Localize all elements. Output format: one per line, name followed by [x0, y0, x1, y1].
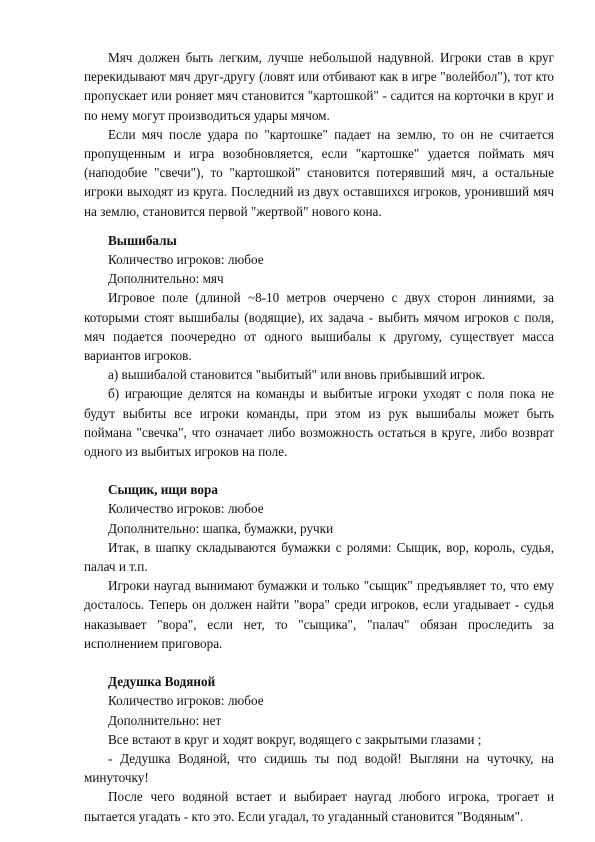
intro-paragraph-1: Мяч должен быть легким, лучше небольшой надувной. Игроки став в круг перекидывают мяч друг-другу (ловят или отбивают как в игре "волейбол"), тот кто пропускает или роняет мяч становится "картошкой" - садится на корточки в круг и по нему могут производиться удары мячом.	[84, 50, 554, 123]
game-title-syshchik: Сыщик, ищи вора	[108, 482, 218, 498]
game-paragraph: - Дедушка Водяной, что сидишь ты под водой! Выгляни на чуточку, на минуточку!	[84, 750, 554, 786]
game-extra: Дополнительно: мяч	[108, 271, 224, 287]
game-paragraph: Все встают в круг и ходят вокруг, водящего с закрытыми глазами ;	[108, 731, 482, 747]
game-paragraph: а) вышибалой становится "выбитый" или вновь прибывший игрок.	[108, 367, 486, 383]
game-title-vyshibaly: Вышибалы	[108, 232, 177, 248]
intro-paragraph-2: Если мяч после удара по "картошке" падает на землю, то он не считается пропущенным и игра возобновляется, если "картошке" удается поймать мяч (наподобие "свечи"), то "картошкой" становится потерявший мяч, а остальные игроки выходят из круга. Последний из двух оставшихся игроков, уронивший мяч на землю, становится первой "жертвой" нового кона.	[84, 126, 554, 219]
game-extra: Дополнительно: нет	[108, 712, 222, 728]
game-players: Количество игроков: любое	[108, 693, 264, 709]
game-paragraph: б) играющие делятся на команды и выбитые игроки уходят с поля пока не будут выбиты все игроки команды, при этом из рук вышибалы может быть поймана "свечка", что означает либо возможность остаться в круге, либо возврат одного из выбитых игроков на поле.	[84, 386, 554, 460]
game-paragraph: После чего водяной встает и выбирает наугад любого игрока, трогает и пытается угадать - кто это. Если угадал, то угаданный становится "Водяным".	[84, 789, 554, 824]
document-page	[84, 48, 554, 826]
game-paragraph: Игровое поле (длиной ~8-10 метров очерчено с двух сторон линиями, за которыми стоят вышибалы (водящие), их задача - выбить мячом игроков с поля, мяч подается поочередно от одного вышибалы к другому, существует масса вариантов игроков.	[84, 290, 554, 364]
game-title-vodyanoy: Дедушка Водяной	[108, 674, 216, 690]
game-paragraph: Игроки наугад вынимают бумажки и только "сыщик" предъявляет то, что ему досталось. Теперь он должен найти "вора" среди игроков, если угадывает - судья наказывает "вора", если нет, то "сыщика", "палач" обязан проследить за исполнением приговора.	[84, 578, 554, 651]
game-extra: Дополнительно: шапка, бумажки, ручки	[108, 520, 334, 536]
game-players: Количество игроков: любое	[108, 252, 264, 268]
game-players: Количество игроков: любое	[108, 501, 264, 517]
game-paragraph: Итак, в шапку складываются бумажки с ролями: Сыщик, вор, король, судья, палач и т.п.	[84, 539, 554, 575]
